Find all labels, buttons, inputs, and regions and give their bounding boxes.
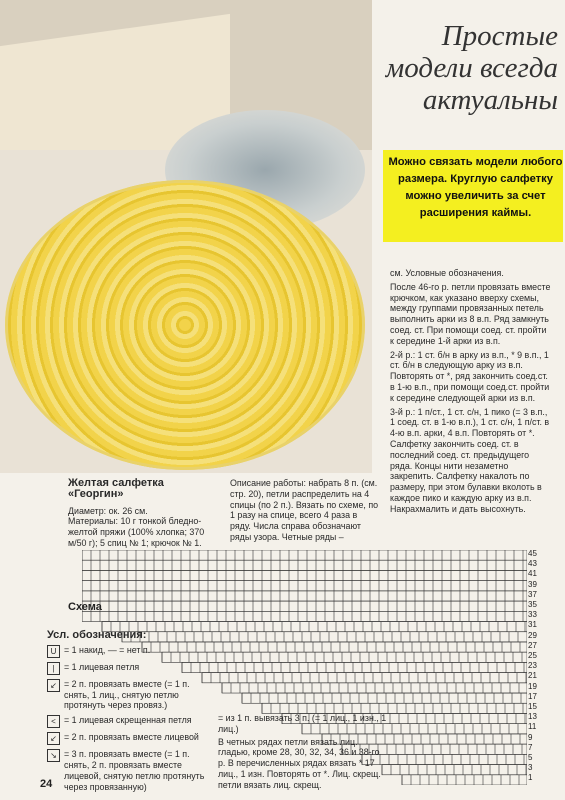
row-number: 9 [528,732,533,742]
row-number: 21 [528,671,537,681]
title-line: модели всегда [385,52,558,84]
row-number: 25 [528,651,537,661]
row-number: 17 [528,691,537,701]
legend-text: = 2 п. провязать вместе лицевой [64,732,199,743]
legend-symbol: ↘ [47,749,60,762]
article-middle [230,478,380,543]
legend-symbol: < [47,715,60,728]
row-number: 3 [528,763,533,773]
row-number: 45 [528,549,537,558]
row-number: 11 [528,722,537,732]
legend-symbol: ↙ [47,732,60,745]
legend-text: = 1 лицевая петля [64,661,140,672]
legend-item [47,662,212,675]
legend-symbol: ↙ [47,679,60,692]
row-number: 33 [528,610,537,620]
page-title [378,20,558,116]
row-number: 13 [528,712,537,722]
legend-extra-2: В четных рядах петли вязать лиц. гладью, кроме 28, 30, 32, 34, 36 и 38-го р. В перечисленных рядах вязать * 17 лиц., 1 изн. Повторять от *. Лиц. скрещ. петли вязать лиц. скрещ. [218,736,381,790]
row-number: 7 [528,742,533,752]
legend-item [47,749,212,792]
row-number: 37 [528,589,537,599]
chart-row [202,673,527,683]
title-line: Простые [441,20,558,52]
legend-text: = 3 п. провязать вместе (= 1 п. снять, 2 п. провязать вместе лицевой, снятую петлю протянуть через провязанную) [64,749,205,792]
row-number: 15 [528,702,537,712]
legend-extra [218,713,388,791]
row-number: 29 [528,630,537,640]
legend-item [47,732,212,745]
right-description [390,268,552,515]
row-number: 5 [528,753,533,763]
row-number: 41 [528,569,537,579]
paragraph-2: 2-й р.: 1 ст. б/н в арку из в.п., * 9 в.п., 1 ст. б/н в следующую арку из в.п. Повторять от *, ряд закончить соед.ст. в 1-ю в.п., при помощи соед.ст. пройти к середине следующей арки из в.п. [390,349,550,403]
row-number: 31 [528,620,537,630]
materials-text: Материалы: 10 г тонкой бледно-желтой пряжи (100% хлопка; 370 м/50 г); 5 спиц № 1; крючок № 1. [68,516,205,548]
legend-title: Усл. обозначения: [47,629,147,641]
row-number: 23 [528,661,537,671]
legend-text: = 2 п. провязать вместе (= 1 п. снять, 1 лиц., снятую петлю протянуть через провяз.) [64,678,190,711]
photo [0,0,372,473]
row-number: 27 [528,640,537,650]
legend-item [47,715,212,728]
paragraph-1: После 46-го р. петли провязать вместе крючком, как указано вверху схемы, между группами провязанных петель выполнить арки из 8 в.п. Ряд замкнуть соед. ст. При помощи соед. ст. пройти к середине 1-й арки из в.п. [390,281,551,346]
legend-symbol: U [47,645,60,658]
row-number: 35 [528,600,537,610]
legend [47,630,212,796]
page-number: 24 [40,778,53,790]
legend-text: = 1 лицевая скрещенная петля [64,715,192,726]
article-heading: Желтая салфетка «Георгин» [68,477,164,500]
chart-row [382,765,527,775]
legend-symbol: | [47,662,60,675]
row-numbers [528,548,558,783]
legend-text: = 1 накид, — = нет п. [64,644,151,655]
chart-row [222,683,527,693]
chart-row [402,775,527,785]
chart-row [242,693,527,703]
chart-row [182,662,527,672]
doily-image [5,180,365,470]
size-text: Диаметр: ок. 26 см. [68,505,148,516]
paragraph-3: 3-й р.: 1 п/ст., 1 ст. с/н, 1 пико (= 3 в.п., 1 соед. ст. в 1-ю в.п.), 1 ст. с/н, 1 п/ст. в 4-ю в.п. арки, 4 в.п. Повторять от *. Салфетку закончить соед. ст. в последний соед. ст. предыдущего ряда. Концы нити незаметно закрепить. Салфетку накалоть по размеру, при этом булавки вколоть в каждое пико и каждую арку из в.п. Накрахмалить и дать высохнуть. [390,406,550,514]
work-text: Описание работы: набрать 8 п. (см. стр. 20), петли распределить на 4 спицы (по 2 п.). Вязать по схеме, по 1 разу на спице, всего 4 раза в ряду. Числа справа обозначают ряды узора. Четные ряды – [230,478,379,542]
legend-extra-1: = из 1 п. вывязать 3 п. (= 1 лиц., 1 изн., 1 лиц.) [218,713,387,734]
legend-item [47,679,212,711]
legend-item [47,645,212,658]
chart-row [162,652,527,662]
intro-text: см. Условные обозначения. [390,268,504,278]
title-line: актуальны [422,84,558,116]
callout-text: Можно связать модели любого размера. Круглую салфетку можно увеличить за счет расширения каймы. [388,156,563,219]
row-number: 1 [528,773,533,783]
row-number: 19 [528,681,537,691]
row-number: 43 [528,559,537,569]
diagram-label: Схема [68,601,102,613]
row-number: 39 [528,579,537,589]
article-left [68,478,218,549]
